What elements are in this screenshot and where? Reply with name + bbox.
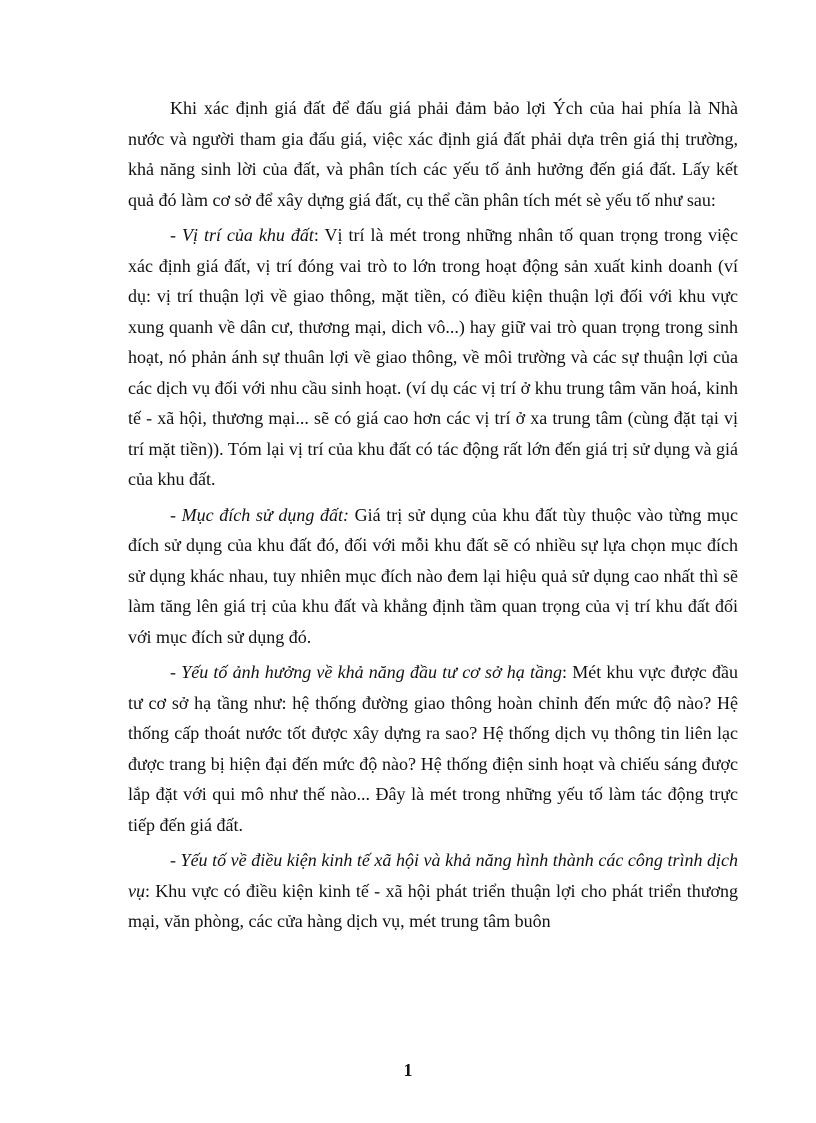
paragraph-socioeconomic	[128, 845, 738, 937]
paragraph-infrastructure	[128, 657, 738, 840]
paragraph-text: : Vị trí là mét trong những nhân tố quan trọng trong việc xác định giá đất, vị trí đóng vai trò to lớn trong hoạt động sản xuất kinh doanh (ví dụ: vị trí thuận lợi về giao thông, mặt tiền, có điều kiện thuận lợi đối với khu vực xung quanh về dân cư, thương mại, dich vô...) hay giữ vai trò quan trọng trong sinh hoạt, nó phản ánh sự thuân lợi về giao thông, về môi trường và các sự thuận lợi của các dịch vụ đối với nhu cầu sinh hoạt. (ví dụ các vị trí ở khu trung tâm văn hoá, kinh tế - xã hội, thương mại... sẽ có giá cao hơn các vị trí ở xa trung tâm (cùng đặt tại vị trí mặt tiền)). Tóm lại vị trí của khu đất có tác động rất lớn đến giá trị sử dụng và giá của khu đất.	[128, 225, 739, 489]
paragraph-text: : Mét khu vực được đầu tư cơ sở hạ tầng như: hệ thống đường giao thông hoàn chỉnh đến mức độ nào? Hệ thống cấp thoát nước tốt được xây dựng ra sao? Hệ thống dịch vụ thông tin liên lạc được trang bị hiện đại đến mức độ nào? Hệ thống điện sinh hoạt và chiếu sáng được lắp đặt với qui mô như thế nào... Đây là mét trong những yếu tố làm tác động trực tiếp đến giá đất.	[128, 662, 738, 835]
paragraph-lead: - Yếu tố ảnh hưởng về khả năng đầu tư cơ sở hạ tầng	[170, 662, 562, 682]
paragraph-text: : Khu vực có điều kiện kinh tế - xã hội phát triển thuận lợi cho phát triển thương mại, văn phòng, các cửa hàng dịch vụ, mét trung tâm buôn	[128, 880, 738, 931]
paragraph-lead: - Mục đích sử dụng đất:	[170, 504, 349, 525]
paragraph-intro	[128, 93, 738, 215]
paragraph-lead: - Vị trí của khu đất	[170, 225, 314, 245]
page-number: 1	[403, 1060, 413, 1080]
paragraph-text: Giá trị sử dụng của khu đất tùy thuộc vào từng mục đích sử dụng của khu đất đó, đối với mỗi khu đất sẽ có nhiều sự lựa chọn mục đích sử dụng khác nhau, tuy nhiên mục đích nào đem lại hiệu quả sử dụng cao nhất thì sẽ làm tăng lên giá trị của khu đất và khẳng định tầm quan trọng của vị trí khu đất đối với mục đích sử dụng đó.	[128, 504, 738, 647]
document-body	[128, 93, 738, 942]
paragraph-lead: - Yếu tố về điều kiện kinh tế xã hội và khả năng hình thành các công trình dịch vụ	[128, 850, 738, 901]
paragraph-land-use-purpose	[128, 500, 738, 653]
paragraph-text: Khi xác định giá đất để đấu giá phải đảm bảo lợi Ých của hai phía là Nhà nước và người tham gia đấu giá, việc xác định giá đất phải dựa trên giá thị trường, khả năng sinh lời của đất, và phân tích các yếu tố ảnh hưởng đến giá đất. Lấy kết quả đó làm cơ sở để xây dựng giá đất, cụ thể cần phân tích mét sè yếu tố như sau:	[128, 98, 738, 210]
paragraph-location	[128, 220, 738, 495]
